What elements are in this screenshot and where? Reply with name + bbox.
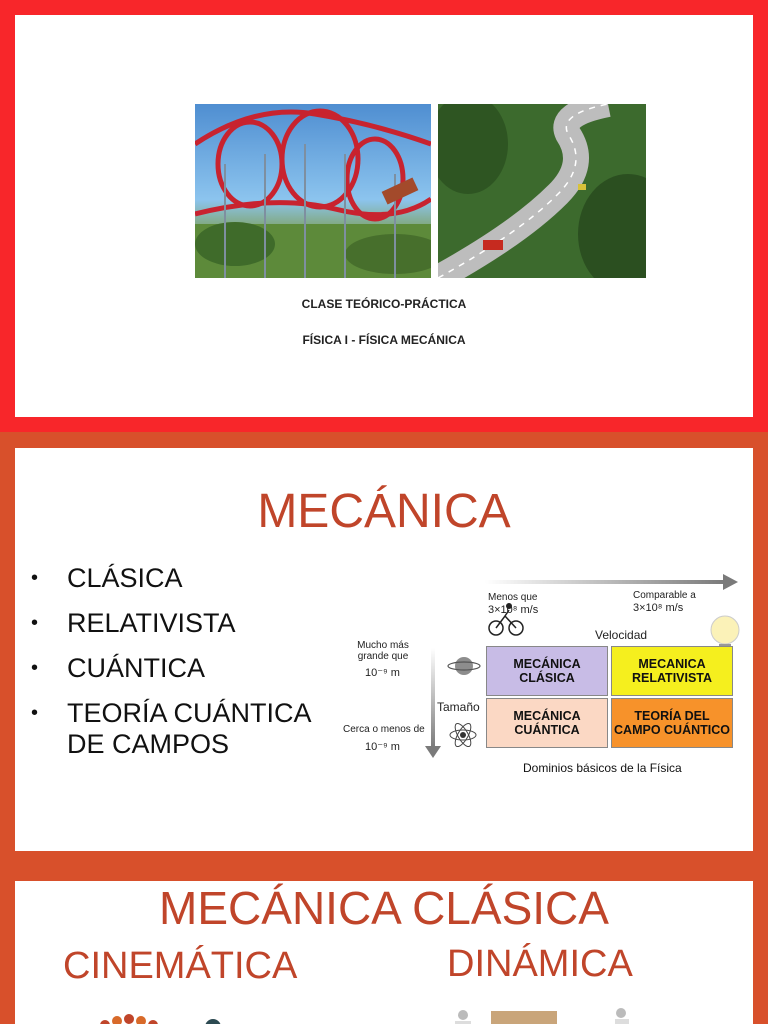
much-larger-label: Mucho más grande que <box>357 640 409 662</box>
slide-1 <box>0 0 768 432</box>
planet-icon <box>448 657 480 675</box>
bullet-icon: • <box>31 567 39 589</box>
figure-icon <box>205 1019 221 1024</box>
slide-3 <box>0 866 768 1024</box>
diagram-caption: Dominios básicos de la Física <box>523 761 682 775</box>
slide-2-title: MECÁNICA <box>257 485 511 538</box>
quantum-field-theory-cell: TEORÍA DEL CAMPO CUÁNTICO <box>611 698 733 748</box>
lightbulb-icon <box>711 616 739 650</box>
list-item: • RELATIVISTA <box>31 608 236 638</box>
mechanics-branches-list <box>29 563 339 774</box>
bullet-icon: • <box>31 702 39 724</box>
slide-2 <box>0 432 768 866</box>
size-label: Tamaño <box>437 700 480 714</box>
slide-2-content <box>15 448 753 851</box>
much-larger-value: 10⁻⁹ m <box>365 667 400 679</box>
slide-3-title: MECÁNICA CLÁSICA <box>159 882 609 934</box>
bullet-icon: • <box>31 657 39 679</box>
balls-icon <box>100 1014 158 1024</box>
comparable-label: Comparable a <box>633 590 696 601</box>
slide-3-content <box>15 881 753 1024</box>
bullet-icon: • <box>31 612 39 634</box>
dynamics-heading: DINÁMICA <box>447 943 633 985</box>
quantum-mechanics-cell: MECÁNICA CUÁNTICA <box>486 698 608 748</box>
near-label: Cerca o menos de <box>343 724 425 735</box>
list-item: • TEORÍA CUÁNTICA DE CAMPOS <box>31 698 311 759</box>
class-type-label: CLASE TEÓRICO-PRÁCTICA <box>301 297 467 311</box>
kinematics-heading: CINEMÁTICA <box>63 945 298 987</box>
slide-1-content <box>15 15 753 417</box>
classical-mechanics-cell: MECÁNICA CLÁSICA <box>486 646 608 696</box>
list-item: • CLÁSICA <box>31 563 183 593</box>
less-than-label: Menos que <box>488 592 538 603</box>
velocity-label: Velocidad <box>595 628 648 642</box>
less-than-value: 3×10⁸ m/s <box>488 604 539 616</box>
pushing-box-icon <box>455 1010 557 1024</box>
atom-icon <box>450 721 476 749</box>
comparable-value: 3×10⁸ m/s <box>633 602 684 614</box>
roller-coaster-photo <box>195 104 431 278</box>
physics-domains-diagram <box>333 558 745 788</box>
near-value: 10⁻⁹ m <box>365 741 400 753</box>
list-item: • CUÁNTICA <box>31 653 206 683</box>
standing-person-icon <box>599 1008 629 1024</box>
relativistic-mechanics-cell: MECANICA RELATIVISTA <box>611 646 733 696</box>
mountain-road-photo <box>438 104 646 278</box>
slide-3-illustrations <box>15 1007 753 1024</box>
course-title: FÍSICA I - FÍSICA MECÁNICA <box>302 333 466 347</box>
